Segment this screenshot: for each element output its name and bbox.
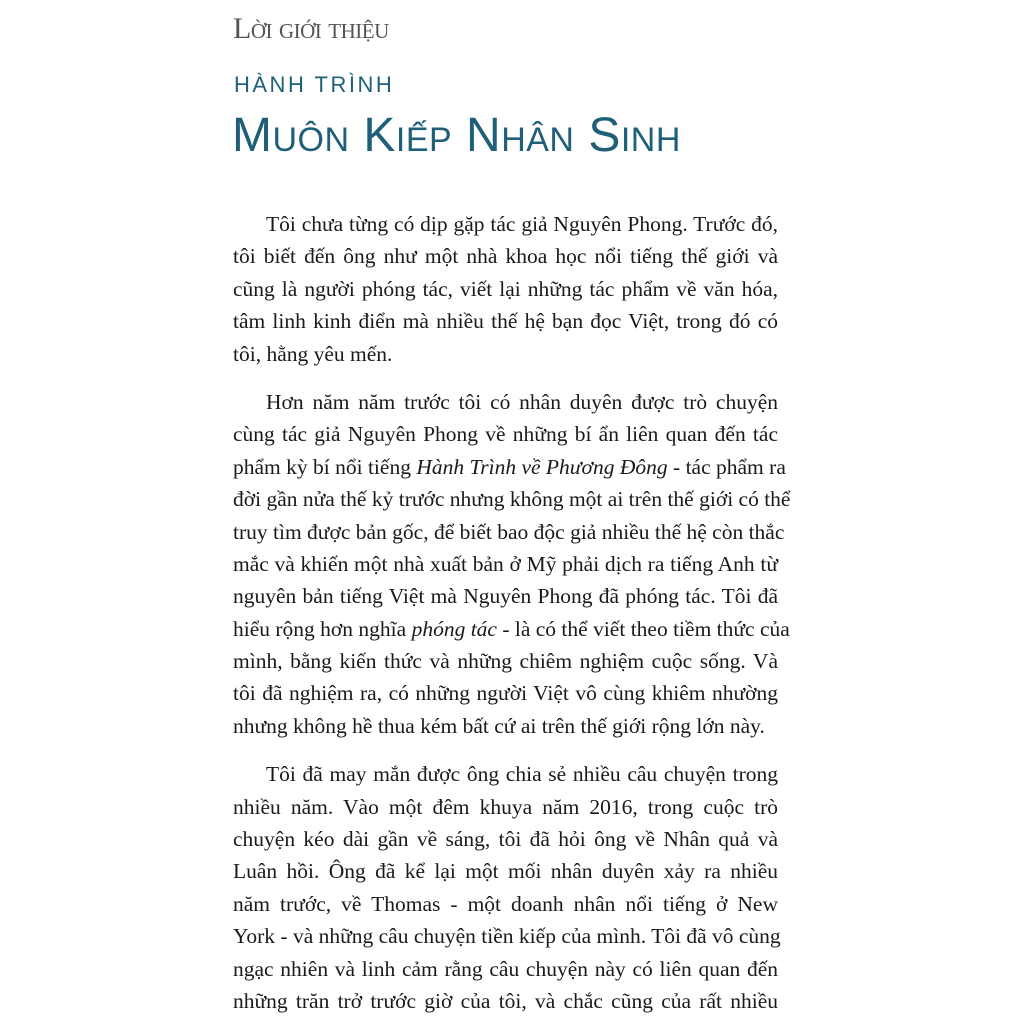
text-line [233, 985, 778, 1017]
text-line [233, 273, 778, 305]
text-line [233, 338, 778, 370]
text-run: - là có thể viết theo tiềm thức của [496, 616, 790, 641]
text-run: York - và những câu chuyện tiền kiếp của mình. Tôi đã vô cùng [233, 924, 781, 949]
text-line [233, 483, 791, 515]
text-run: tôi, hằng yêu mến. [233, 341, 393, 366]
italic-title: phóng tác [411, 616, 497, 641]
text-run: mình, bằng kiến thức và những chiêm nghiệm cuộc sống. Và [233, 649, 778, 674]
body-text [233, 208, 791, 1033]
text-run: ngạc nhiên và linh cảm rằng câu chuyện này có liên quan đến [233, 956, 778, 981]
text-line [233, 548, 778, 580]
text-line [233, 305, 778, 337]
text-run: hiểu rộng hơn nghĩa [233, 616, 412, 641]
text-line [233, 208, 778, 240]
text-run: tâm linh kinh điển mà nhiều thế hệ bạn đọc Việt, trong đó có [233, 309, 778, 334]
text-line [233, 418, 778, 450]
text-run: nhiều năm. Vào một đêm khuya năm 2016, trong cuộc trò [233, 794, 778, 819]
text-run: năm trước, về Thomas - một doanh nhân nổi tiếng ở New [233, 891, 778, 916]
text-run: nhưng không hề thua kém bất cứ ai trên thế giới rộng lớn này. [233, 713, 765, 738]
text-run: cùng tác giả Nguyên Phong về những bí ẩn liên quan đến tác [233, 422, 778, 447]
text-line [233, 613, 790, 645]
text-line [233, 710, 778, 742]
text-line [233, 516, 785, 548]
text-line [233, 580, 778, 612]
italic-title: Hành Trình về Phương Đông [416, 454, 668, 479]
text-run: đời gần nửa thế kỷ trước nhưng không một ai trên thế giới có thể [233, 487, 791, 512]
text-run: truy tìm được bản gốc, để biết bao độc giả nhiều thế hệ còn thắc [233, 519, 785, 544]
text-run: Tôi đã may mắn được ông chia sẻ nhiều câu chuyện trong [266, 762, 778, 787]
chapter-title: Muôn Kiếp Nhân Sinh [232, 109, 681, 162]
text-line [233, 240, 778, 272]
text-line [233, 791, 778, 823]
text-line [233, 855, 778, 887]
text-run: tôi biết đến ông như một nhà khoa học nổi tiếng thế giới và [233, 244, 778, 269]
text-run: Luân hồi. Ông đã kể lại một mối nhân duyên xảy ra nhiều [233, 859, 778, 884]
text-line [233, 888, 778, 920]
paragraph [233, 386, 791, 742]
paragraph [233, 208, 778, 370]
section-label: Lời giới thiệu [233, 12, 389, 45]
text-run: - tác phẩm ra [667, 454, 786, 479]
text-line [233, 386, 778, 418]
text-run: tôi đã nghiệm ra, có những người Việt vô cùng khiêm nhường [233, 681, 778, 706]
text-line [233, 953, 778, 985]
text-run: mắc và khiến một nhà xuất bản ở Mỹ phải dịch ra tiếng Anh từ [233, 551, 778, 576]
paragraph [233, 758, 781, 1017]
text-run: cũng là người phóng tác, viết lại những tác phẩm về văn hóa, [233, 276, 778, 301]
text-run: Tôi chưa từng có dịp gặp tác giả Nguyên Phong. Trước đó, [266, 212, 778, 236]
text-run: chuyện kéo dài gần về sáng, tôi đã hỏi ông về Nhân quả và [233, 827, 778, 852]
text-line [233, 758, 778, 790]
text-run: những trăn trở trước giờ của tôi, và chắc cũng của rất nhiều [233, 988, 778, 1013]
text-run: phẩm kỳ bí nổi tiếng [233, 454, 417, 479]
text-run: Hơn năm năm trước tôi có nhân duyên được trò chuyện [266, 389, 778, 414]
text-run: nguyên bản tiếng Việt mà Nguyên Phong đã phóng tác. Tôi đã [233, 584, 778, 609]
text-line [233, 920, 781, 952]
text-line [233, 677, 778, 709]
chapter-subtitle: HÀNH TRÌNH [234, 72, 395, 97]
text-line [233, 451, 786, 483]
text-line [233, 645, 778, 677]
text-line [233, 823, 778, 855]
